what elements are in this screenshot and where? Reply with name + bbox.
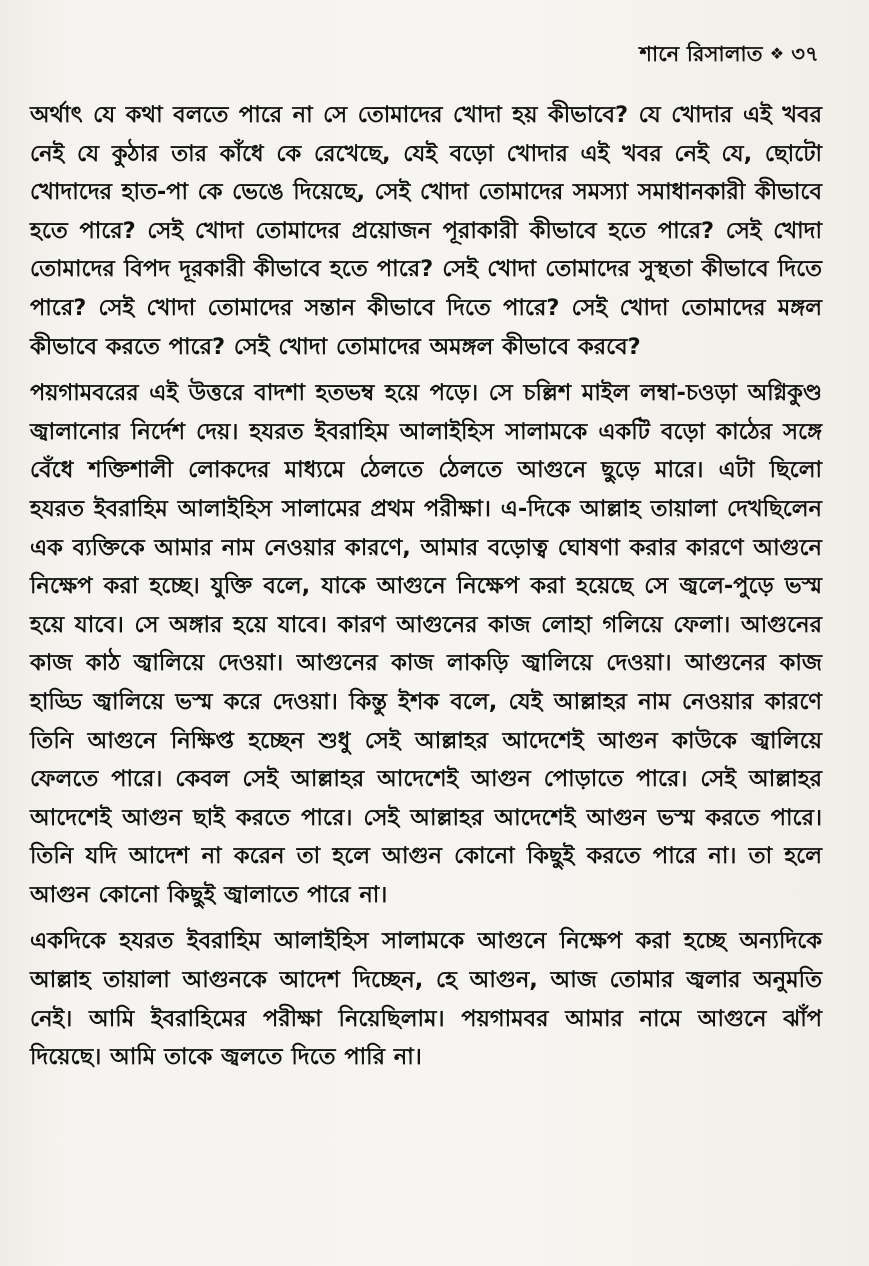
book-title: শানে রিসালাত [639,42,763,66]
body-text [30,96,822,1077]
ornament-separator-icon: ❖ [769,44,785,63]
paragraph-2: পয়গামবরের এই উত্তরে বাদশা হতভম্ব হয়ে পড়ে। সে চল্লিশ মাইল লম্বা-চওড়া অগ্নিকুণ্ড জ্বালানোর নির্দেশ দেয়। হযরত ইবরাহিম আলাইহিস সালামকে একটি বড়ো কাঠের সঙ্গে বেঁধে শক্তিশালী লোকদের মাধ্যমে ঠেলতে ঠেলতে আগুনে ছুড়ে মারে। এটা ছিলো হযরত ইবরাহিম আলাইহিস সালামের প্রথম পরীক্ষা। এ-দিকে আল্লাহ তায়ালা দেখছিলেন এক ব্যক্তিকে আমার নাম নেওয়ার কারণে, আমার বড়োত্ব ঘোষণা করার কারণে আগুনে নিক্ষেপ করা হচ্ছে। যুক্তি বলে, যাকে আগুনে নিক্ষেপ করা হয়েছে সে জ্বলে-পুড়ে ভস্ম হয়ে যাবে। সে অঙ্গার হয়ে যাবে। কারণ আগুনের কাজ লোহা গলিয়ে ফেলা। আগুনের কাজ কাঠ জ্বালিয়ে দেওয়া। আগুনের কাজ লাকড়ি জ্বালিয়ে দেওয়া। আগুনের কাজ হাড্ডি জ্বালিয়ে ভস্ম করে দেওয়া। কিন্তু ইশক বলে, যেই আল্লাহর নাম নেওয়ার কারণে তিনি আগুনে নিক্ষিপ্ত হচ্ছেন শুধু সেই আল্লাহর আদেশেই আগুন কাউকে জ্বালিয়ে ফেলতে পারে। কেবল সেই আল্লাহর আদেশেই আগুন পোড়াতে পারে। সেই আল্লাহর আদেশেই আগুন ছাই করতে পারে। সেই আল্লাহর আদেশেই আগুন ভস্ম করতে পারে। তিনি যদি আদেশ না করেন তা হলে আগুন কোনো কিছুই করতে পারে না। তা হলে আগুন কোনো কিছুই জ্বালাতে পারে না। [30,380,822,908]
paragraph-3: একদিকে হযরত ইবরাহিম আলাইহিস সালামকে আগুনে নিক্ষেপ করা হচ্ছে অন্যদিকে আল্লাহ তায়ালা আগুনকে আদেশ দিচ্ছেন, হে আগুন, আজ তোমার জ্বলার অনুমতি নেই। আমি ইবরাহিমের পরীক্ষা নিয়েছিলাম। পয়গামবর আমার নামে আগুনে ঝাঁপ দিয়েছে। আমি তাকে জ্বলতে দিতে পারি না। [30,928,822,1071]
paragraph-1: অর্থাৎ যে কথা বলতে পারে না সে তোমাদের খোদা হয় কীভাবে? যে খোদার এই খবর নেই যে কুঠার তার কাঁধে কে রেখেছে, যেই বড়ো খোদার এই খবর নেই যে, ছোটো খোদাদের হাত-পা কে ভেঙে দিয়েছে, সেই খোদা তোমাদের সমস্যা সমাধানকারী কীভাবে হতে পারে? সেই খোদা তোমাদের প্রয়োজন পূরাকারী কীভাবে হতে পারে? সেই খোদা তোমাদের বিপদ দূরকারী কীভাবে হতে পারে? সেই খোদা তোমাদের সুস্থতা কীভাবে দিতে পারে? সেই খোদা তোমাদের সন্তান কীভাবে দিতে পারে? সেই খোদা তোমাদের মঙ্গল কীভাবে করতে পারে? সেই খোদা তোমাদের অমঙ্গল কীভাবে করবে? [30,102,822,360]
running-header [640,38,819,73]
page-number: ৩৭ [791,42,819,66]
